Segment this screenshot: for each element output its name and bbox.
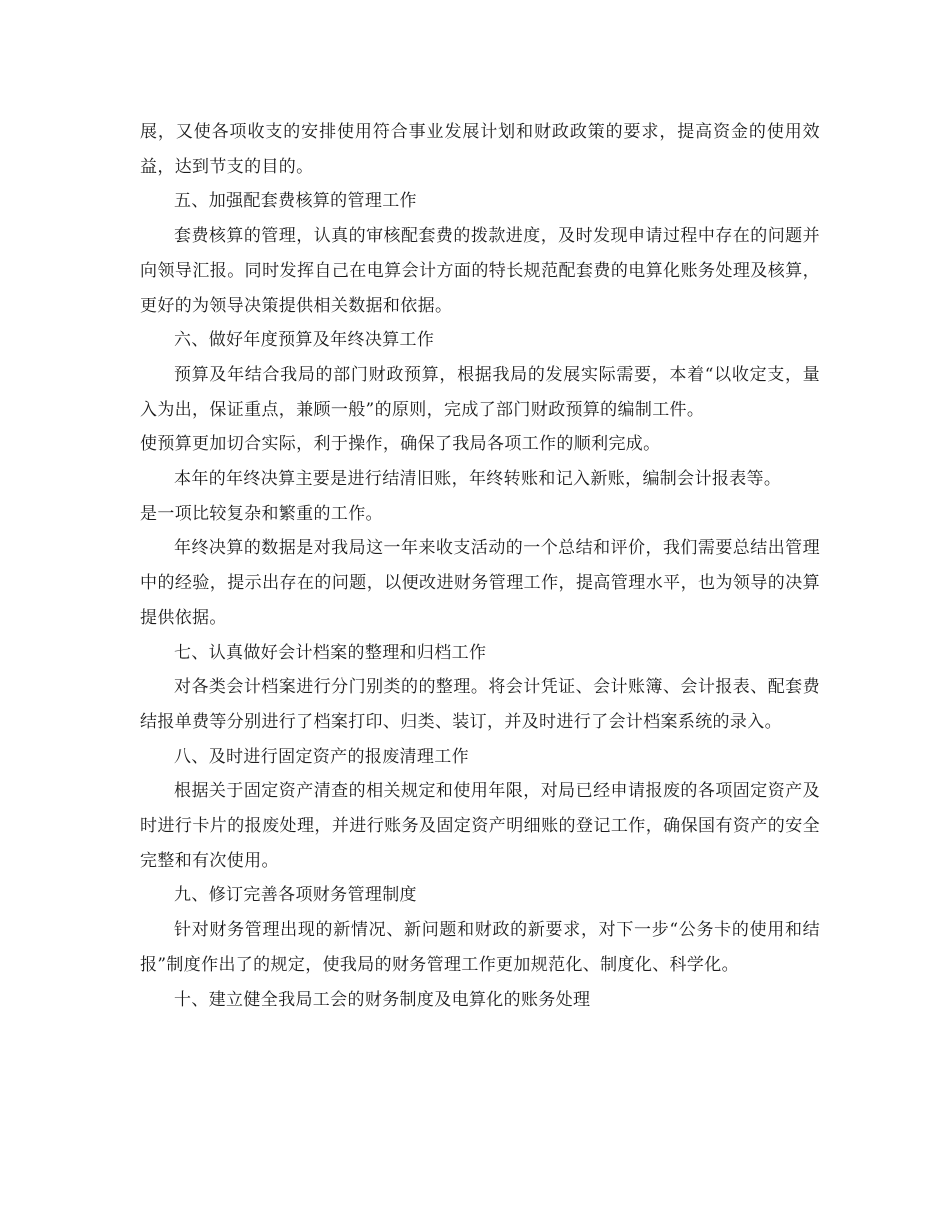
paragraph: 本年的年终决算主要是进行结清旧账，年终转账和记入新账，编制会计报表等。 [174, 469, 782, 490]
paragraph-continued: 是一项比较复杂和繁重的工作。 [140, 503, 383, 524]
paragraph: 年终决算的数据是对我局这一年来收支活动的一个总结和评价，我们需要总结出管理中的经验，提示出存在的问题，以便改进财务管理工作，提高管理水平，也为领导的决算提供依据。 [140, 538, 820, 628]
paragraph: 预算及年结合我局的部门财政预算，根据我局的发展实际需要，本着“以收定支，量入为出，保证重点，兼顾一般”的原则，完成了部门财政预算的编制工件。 [140, 364, 820, 420]
paragraph: 对各类会计档案进行分门别类的的整理。将会计凭证、会计账簿、会计报表、配套费结报单费等分别进行了档案打印、归类、装订，并及时进行了会计档案系统的录入。 [140, 677, 820, 732]
section-heading-6: 六、做好年度预算及年终决算工作 [174, 330, 435, 351]
section-heading-7: 七、认真做好会计档案的整理和归档工作 [174, 642, 487, 663]
paragraph-continued: 展，又使各项收支的安排使用符合事业发展计划和财政政策的要求，提高资金的使用效益，达到节支的目的。 [140, 122, 820, 177]
paragraph-continued: 使预算更加切合实际，利于操作，确保了我局各项工作的顺利完成。 [140, 434, 661, 455]
section-heading-9: 九、修订完善各项财务管理制度 [174, 885, 417, 906]
paragraph: 根据关于固定资产清查的相关规定和使用年限，对局已经申请报废的各项固定资产及时进行卡片的报废处理，并进行账务及固定资产明细账的登记工作，确保国有资产的安全完整和有次使用。 [140, 781, 820, 871]
section-heading-8: 八、及时进行固定资产的报废清理工作 [174, 746, 469, 767]
section-heading-10: 十、建立健全我局工会的财务制度及电算化的账务处理 [174, 989, 591, 1010]
paragraph: 针对财务管理出现的新情况、新问题和财政的新要求，对下一步“公务卡的使用和结报”制度作出了的规定，使我局的财务管理工作更加规范化、制度化、科学化。 [140, 920, 820, 975]
section-heading-5: 五、加强配套费核算的管理工作 [174, 191, 417, 212]
document-body [140, 115, 820, 1017]
paragraph: 套费核算的管理，认真的审核配套费的拨款进度，及时发现申请过程中存在的问题并向领导汇报。同时发挥自己在电算会计方面的特长规范配套费的电算化账务处理及核算，更好的为领导决策提供相关数据和依据。 [140, 226, 820, 316]
